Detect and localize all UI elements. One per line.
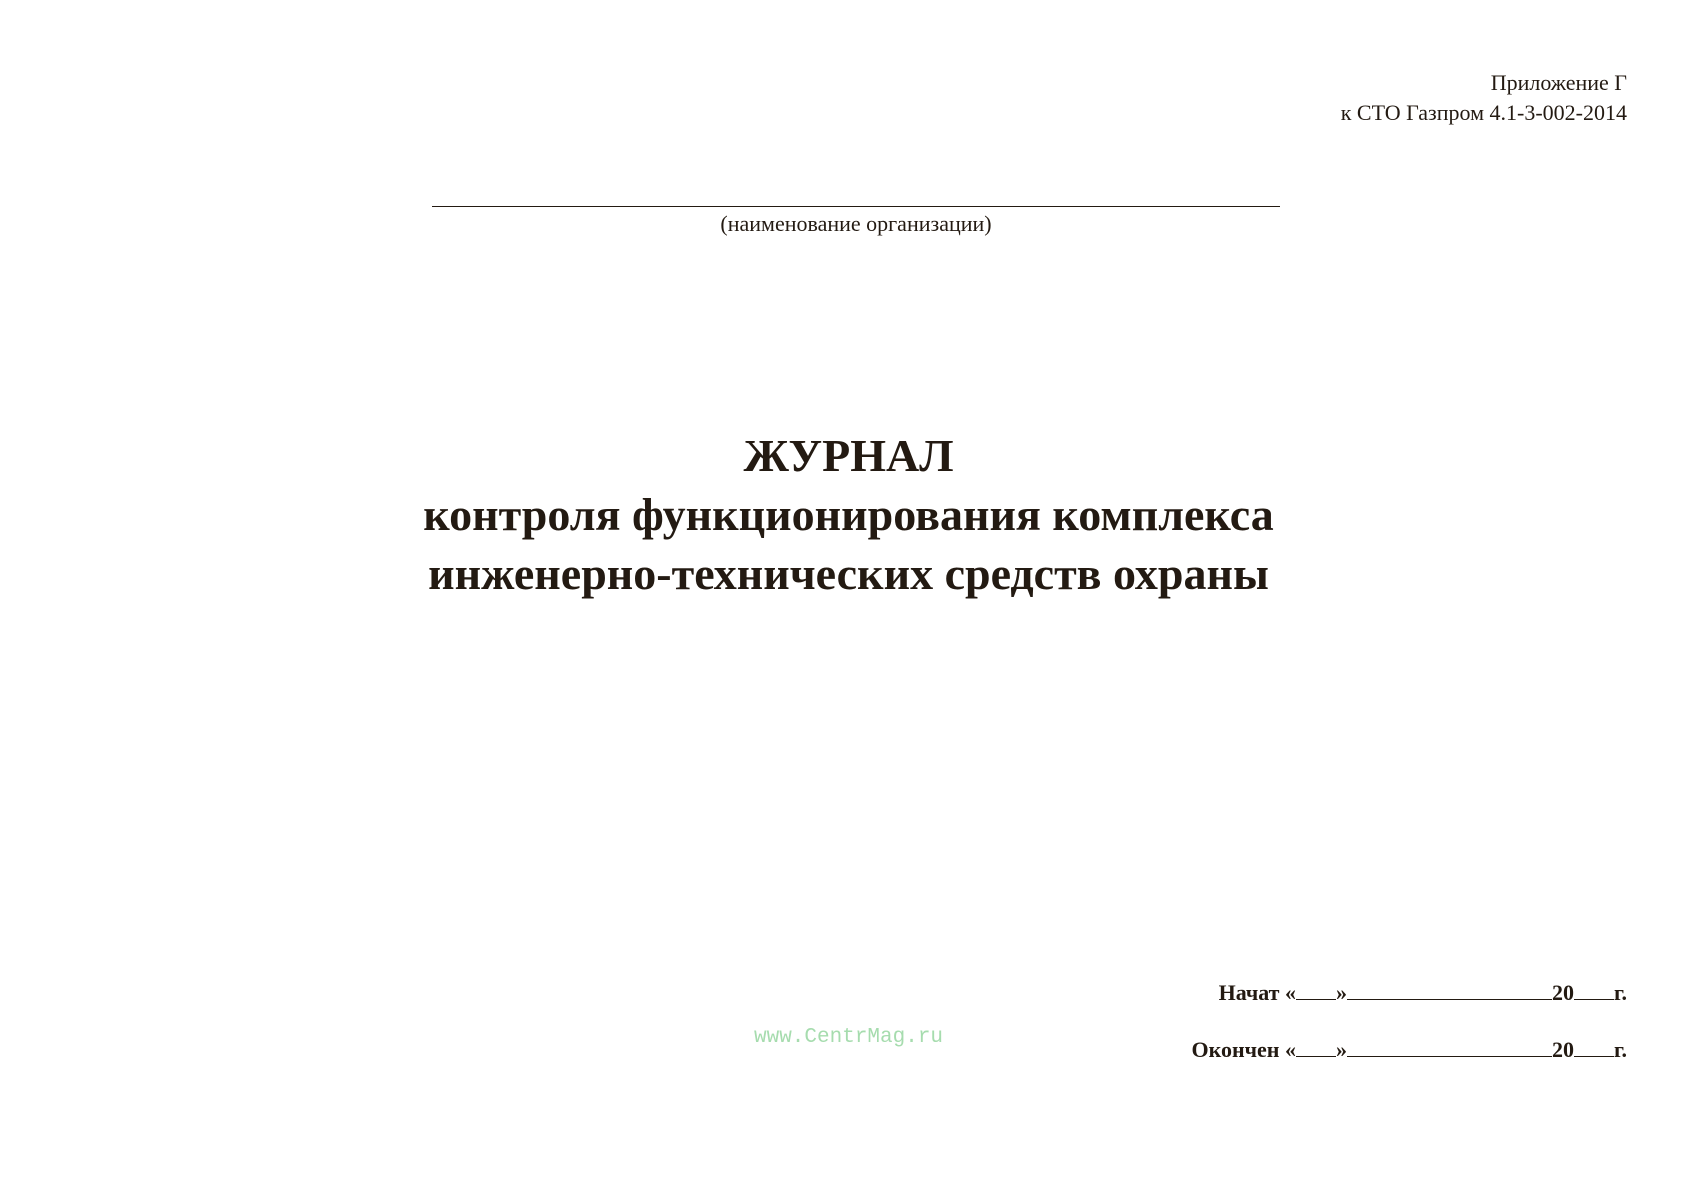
dates-block bbox=[1191, 980, 1627, 1094]
close-quote: » bbox=[1335, 1037, 1347, 1062]
start-date-label: Начат bbox=[1218, 980, 1280, 1005]
year-suffix: г. bbox=[1613, 980, 1627, 1005]
start-year-blank bbox=[1574, 981, 1614, 1000]
organization-caption: (наименование организации) bbox=[720, 211, 992, 236]
start-date-row bbox=[1191, 980, 1627, 1010]
watermark: www.CentrMag.ru bbox=[754, 1026, 944, 1049]
end-day-blank bbox=[1296, 1038, 1336, 1057]
year-prefix: 20 bbox=[1551, 1037, 1574, 1062]
end-year-blank bbox=[1574, 1038, 1614, 1057]
year-prefix: 20 bbox=[1551, 980, 1574, 1005]
start-month-blank bbox=[1347, 981, 1552, 1000]
standard-reference: к СТО Газпром 4.1-3-002-2014 bbox=[1340, 100, 1627, 125]
year-suffix: г. bbox=[1613, 1037, 1627, 1062]
appendix-title: Приложение Г bbox=[1490, 70, 1627, 95]
open-quote: « bbox=[1284, 980, 1296, 1005]
start-day-blank bbox=[1296, 981, 1336, 1000]
organization-name-line bbox=[432, 192, 1280, 207]
open-quote: « bbox=[1284, 1037, 1296, 1062]
end-month-blank bbox=[1347, 1038, 1552, 1057]
organization-block bbox=[432, 192, 1280, 237]
journal-title bbox=[0, 426, 1697, 603]
title-line-2: контроля функционирования комплекса bbox=[423, 489, 1274, 540]
appendix-reference bbox=[1341, 68, 1627, 128]
title-line-1: ЖУРНАЛ bbox=[743, 430, 954, 481]
end-date-row bbox=[1191, 1037, 1627, 1067]
end-date-label: Окончен bbox=[1191, 1037, 1280, 1062]
title-line-3: инженерно-технических средств охраны bbox=[428, 548, 1269, 599]
close-quote: » bbox=[1335, 980, 1347, 1005]
